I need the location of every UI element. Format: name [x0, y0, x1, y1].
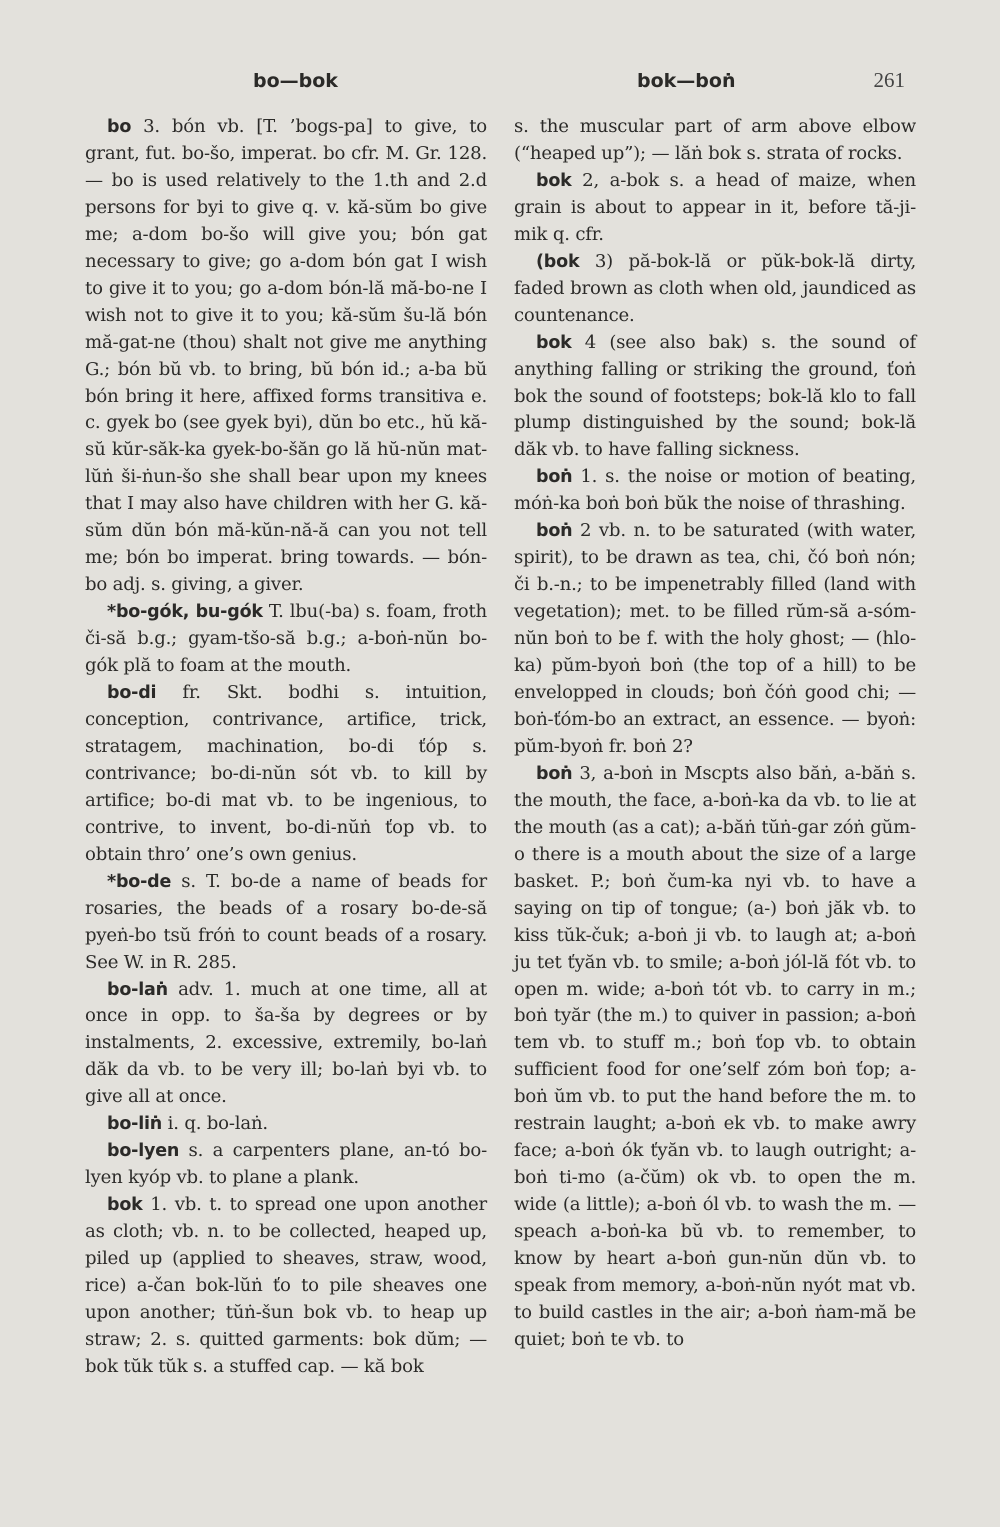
entry-body: 1. vb. t. to spread one upon another as cloth; vb. n. to be collected, heaped up, piled up (applied to sheaves, straw, wood, rice) a-čan bok-lŭṅ ťo to pile sheaves one upon another; tŭṅ-šun bok vb. to heap up straw; 2. s. quitted garments: bok dŭm; — bok tŭk tŭk s. a stuffed cap. — kă bok: [85, 1194, 487, 1377]
entry-headword: bok: [107, 1195, 143, 1216]
entry-body: 3. bón vb. [T. ’bogs-pa] to give, to grant, fut. bo-šo, imperat. bo cfr. M. Gr. 128. — bo is used relatively to the 1.th and 2.d persons for byi to give q. v. kă-sŭm bo give me; a-dom bo-šo will give you; bón gat necessary to give; go a-dom bón gat I wish to give it to you; go a-dom bón-lă mă-bo-ne I wish not to give it to you; kă-sŭm šu-lă bón mă-gat-ne (thou) shalt not give me anything G.; bón bŭ vb. to bring, bŭ bón id.; a-ba bŭ bón bring it here, affixed forms transitiva e. c. gyek bo (see gyek byi), dŭn bo etc., hŭ kă-sŭ kŭr-săk-ka gyek-bo-šăn go lă hŭ-nŭn mat-lŭṅ ši-ṅun-šo she shall bear upon my knees that I may also have children with her G. kă-sŭm dŭn bón mă-kŭn-nă-ă can you not tell me; bón bo imperat. bring towards. — bón-bo adj. s. giving, a giver.: [85, 116, 487, 596]
entry: [85, 869, 487, 977]
entry-headword: bo-laṅ: [107, 979, 168, 1000]
entry: [85, 114, 487, 599]
entry-body: s. the muscular part of arm above elbow (“heaped up”); — lăṅ bok s. strata of rocks.: [514, 116, 916, 164]
entry-body: fr. Skt. bodhi s. intuition, conception, contrivance, artifice, trick, stratagem, machination, bo-di ťóp s. contrivance; bo-di-nŭn sót vb. to kill by artifice; bo-di mat vb. to be ingenious, to contrive, to invent, bo-di-nŭṅ ťop vb. to obtain thro’ one’s own genius.: [85, 682, 487, 865]
entry-body: 4 (see also bak) s. the sound of anything falling or striking the ground, ťoṅ bok the sound of footsteps; bok-lă klo to fall plump distinguished by the sound; bok-lă dăk vb. to have falling sickness.: [514, 331, 916, 461]
entry-headword: bo-liṅ: [107, 1114, 163, 1135]
entry-headword: (bok: [536, 251, 580, 272]
entry-headword: *bo-de: [107, 871, 172, 892]
entry-continuation: [514, 114, 916, 168]
entry: [85, 1111, 487, 1138]
entry: [85, 977, 487, 1112]
entry-body: i. q. bo-laṅ.: [162, 1113, 268, 1135]
entry-body: 3, a-boṅ in Mscpts also băṅ, a-băṅ s. the mouth, the face, a-boṅ-ka da vb. to lie at the mouth (as a cat); a-băṅ tŭṅ-gar zóṅ gŭm-o there is a mouth about the size of a large basket. P.; boṅ čum-ka nyi vb. to have a saying on tip of tongue; (a-) boṅ jăk vb. to kiss tŭk-čuk; a-boṅ ji vb. to laugh at; a-boṅ ju tet ťyăn vb. to smile; a-boṅ jól-lă fót vb. to open m. wide; a-boṅ tót vb. to carry in m.; boṅ tyăr (the m.) to quiver in passion; a-boṅ tem vb. to stuff m.; boṅ ťop vb. to obtain sufficient food for one’self zóm boṅ ťop; a-boṅ ŭm vb. to put the hand before the m. to restrain laught; a-boṅ ek vb. to make awry face; a-boṅ ók ťyăn vb. to laugh outright; a-boṅ ti-mo (a-čŭm) ok vb. to open the m. wide (a little); a-boṅ ól vb. to wash the m. — speach a-boṅ-ka bŭ vb. to remember, to know by heart a-boṅ gun-nŭn dŭn vb. to speak from memory, a-boṅ-nŭn nyót mat vb. to build castles in the air; a-boṅ ṅam-mă be quiet; boṅ te vb. to: [514, 762, 916, 1350]
entry-headword: boṅ: [536, 521, 573, 542]
entry-body: T. lbu(-ba) s. foam, froth či-să b.g.; gyam-tšo-să b.g.; a-boṅ-nŭn bo-gók plă to foam at the mouth.: [85, 601, 487, 677]
entry-headword: bo-di: [107, 683, 157, 704]
running-header: [85, 62, 905, 98]
entry-body: 1. s. the noise or motion of beating, móṅ-ka boṅ boṅ bŭk the noise of thrashing.: [514, 466, 916, 515]
entry-headword: *bo-gók, bu-gók: [107, 602, 263, 623]
header-left-guideword: bo—bok: [253, 70, 338, 92]
entry: [514, 168, 916, 249]
page-number: 261: [873, 68, 905, 92]
header-right-guideword: bok—boṅ: [637, 70, 736, 92]
right-column: [514, 114, 916, 1354]
entry: [514, 761, 916, 1354]
entry: [85, 1138, 487, 1192]
entry: [85, 599, 487, 680]
entry-body: adv. 1. much at one time, all at once in opp. to ša-ša by degrees or by instalments, 2. excessive, extremily, bo-laṅ dăk da vb. to be very ill; bo-laṅ byi vb. to give all at once.: [85, 978, 487, 1108]
entry-headword: bok: [536, 332, 572, 353]
entry: [514, 464, 916, 518]
entry: [514, 518, 916, 761]
entry-headword: boṅ: [536, 763, 573, 784]
entry: [85, 1192, 487, 1381]
entry: [514, 330, 916, 465]
entry-body: s. a carpenters plane, an-tó bo-lyen kyóp vb. to plane a plank.: [85, 1140, 487, 1189]
entry-body: 3) pă-bok-lă or pŭk-bok-lă dirty, faded brown as cloth when old, jaundiced as countenance.: [514, 250, 916, 326]
left-column: [85, 114, 487, 1381]
entry: [514, 249, 916, 330]
entry-headword: boṅ: [536, 467, 573, 488]
entry-body: 2 vb. n. to be saturated (with water, spirit), to be drawn as tea, chi, čó boṅ nón; či b.-n.; to be impenetrably filled (land with vegetation); met. to be filled rŭm-să a-sóm-nŭn boṅ to be f. with the holy ghost; — (hlo-ka) pŭm-byoṅ boṅ (the top of a hill) to be envelopped in clouds; boṅ čóṅ good chi; — boṅ-ťóm-bo an extract, an essence. — byoṅ: pŭm-byoṅ fr. boṅ 2?: [514, 520, 916, 757]
entry: [85, 680, 487, 869]
entry-headword: bok: [536, 170, 572, 191]
entry-body: s. T. bo-de a name of beads for rosaries, the beads of a rosary bo-de-să pyeṅ-bo tsŭ fróṅ to count beads of a rosary. See W. in R. 285.: [85, 870, 487, 973]
entry-body: 2, a-bok s. a head of maize, when grain is about to appear in it, before tă-ji-mik q. cfr.: [514, 169, 916, 245]
entry-headword: bo: [107, 117, 132, 137]
entry-headword: bo-lyen: [107, 1141, 180, 1162]
